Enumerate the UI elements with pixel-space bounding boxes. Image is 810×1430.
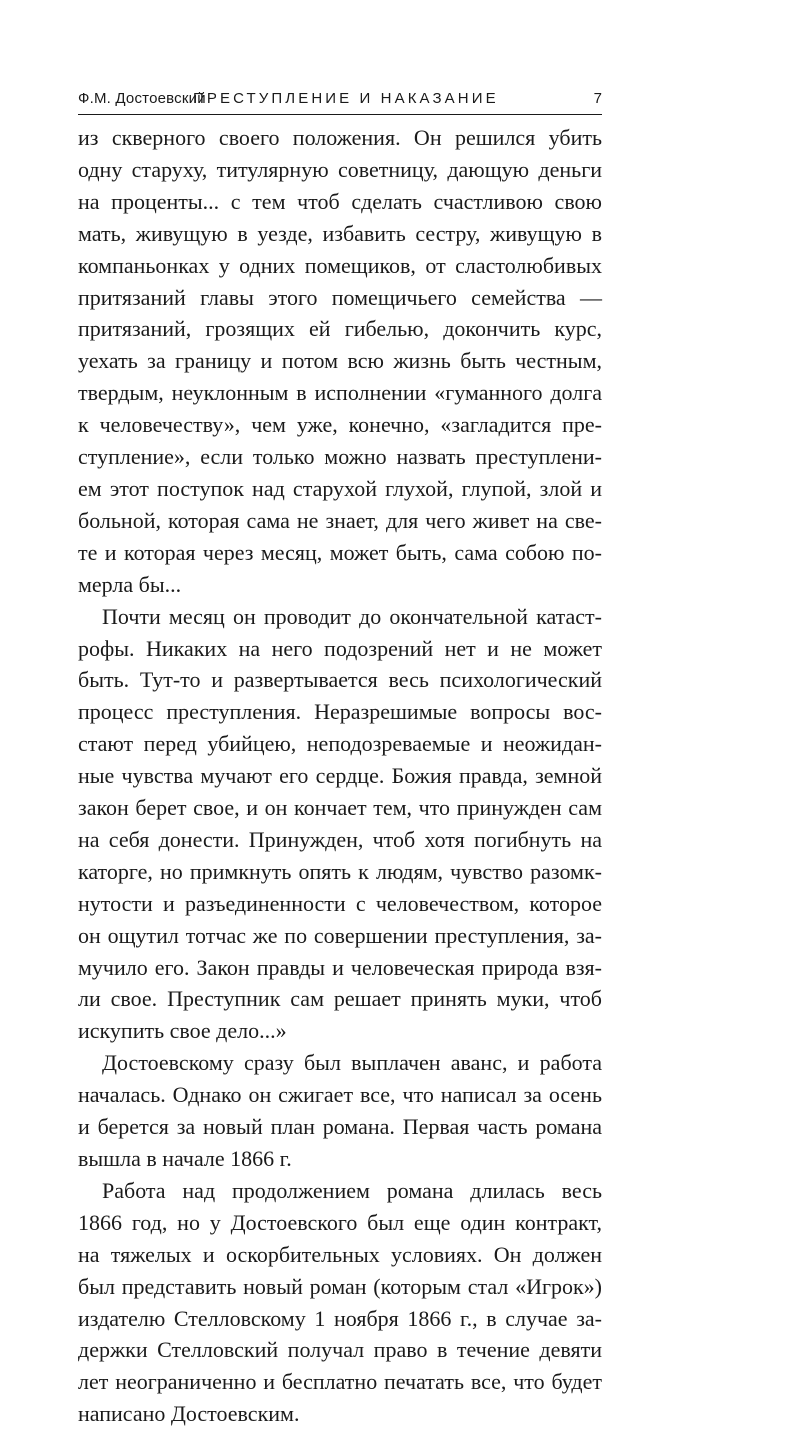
text-line: стают перед убийцею, неподозреваемые и неожидан- <box>78 731 602 757</box>
paragraph <box>78 1175 602 1430</box>
text-line: держки Стелловский получал право в течение девяти <box>78 1337 602 1363</box>
text-line: мучило его. Закон правды и человеческая природа взя- <box>78 954 602 980</box>
text-line: Почти месяц он проводит до окончательной катаст- <box>102 603 602 629</box>
text-line: на проценты... с тем чтоб сделать счастливою свою <box>78 188 602 214</box>
text-line: на тяжелых и оскорбительных условиях. Он должен <box>78 1241 602 1267</box>
text-line: быть. Тут-то и развертывается весь психологический <box>78 667 602 693</box>
text-line: ступление», если только можно назвать преступлени- <box>78 444 602 470</box>
text-line: ли свое. Преступник сам решает принять муки, чтоб <box>78 986 602 1012</box>
running-head-author: Ф.М. Достоевский <box>78 90 206 107</box>
text-line: притязаний главы этого помещичьего семейства — <box>78 284 602 310</box>
page-number: 7 <box>593 90 602 107</box>
text-line: на себя донести. Принужден, чтоб хотя погибнуть на <box>78 826 602 852</box>
text-line: Работа над продолжением романа длилась весь <box>102 1177 602 1203</box>
text-line: твердым, неуклонным в исполнении «гуманного долга <box>78 380 602 406</box>
text-line: лет неограниченно и бесплатно печатать все, что будет <box>78 1369 602 1395</box>
text-line: те и которая через месяц, может быть, сама собою по- <box>78 539 602 565</box>
text-line: мерла бы... <box>78 571 182 597</box>
paragraph <box>78 601 602 1048</box>
text-line: 1866 год, но у Достоевского был еще один контракт, <box>78 1209 602 1235</box>
text-line: одну старуху, титулярную советницу, дающую деньги <box>78 156 602 182</box>
text-line: к человечеству», чем уже, конечно, «загладится пре- <box>78 412 602 438</box>
text-line: вышла в начале 1866 г. <box>78 1146 292 1171</box>
text-line: был представить новый роман (которым стал «Игрок») <box>78 1273 602 1299</box>
paragraph <box>78 122 602 601</box>
text-line: началась. Однако он сжигает все, что написал за осень <box>78 1082 602 1108</box>
text-line: издателю Стелловскому 1 ноября 1866 г., в случае за- <box>78 1305 602 1331</box>
text-line: каторге, но примкнуть опять к людям, чувство разомк- <box>78 858 602 884</box>
text-line: закон берет свое, и он кончает тем, что принужден сам <box>78 795 602 821</box>
text-line: рофы. Никаких на него подозрений нет и не может <box>78 635 602 661</box>
text-line: и берется за новый план романа. Первая часть романа <box>78 1114 602 1140</box>
text-line: больной, которая сама не знает, для чего живет на све- <box>78 507 602 533</box>
text-line: Достоевскому сразу был выплачен аванс, и работа <box>102 1050 602 1076</box>
paragraph <box>78 1047 602 1175</box>
text-line: из скверного своего положения. Он решился убить <box>78 125 602 150</box>
running-head <box>78 88 602 112</box>
running-head-title: ПРЕСТУПЛЕНИЕ И НАКАЗАНИЕ <box>193 90 499 107</box>
text-line: процесс преступления. Неразрешимые вопросы вос- <box>78 699 602 725</box>
text-line: искупить свое дело...» <box>78 1018 287 1044</box>
text-line: он ощутил тотчас же по совершении преступления, за- <box>78 922 602 948</box>
text-line: нутости и разъединенности с человечеством, которое <box>78 890 602 916</box>
text-line: уехать за границу и потом всю жизнь быть честным, <box>78 348 602 374</box>
text-line: ные чувства мучают его сердце. Божия правда, земной <box>78 763 602 789</box>
running-head-rule <box>78 114 602 115</box>
text-line: компаньонках у одних помещиков, от сластолюбивых <box>78 252 602 278</box>
body-text <box>78 122 602 1430</box>
text-line: притязаний, грозящих ей гибелью, докончить курс, <box>78 316 602 342</box>
text-line: ем этот поступок над старухой глухой, глупой, злой и <box>78 475 602 501</box>
text-line: написано Достоевским. <box>78 1401 300 1427</box>
text-line: мать, живущую в уезде, избавить сестру, живущую в <box>78 220 602 246</box>
